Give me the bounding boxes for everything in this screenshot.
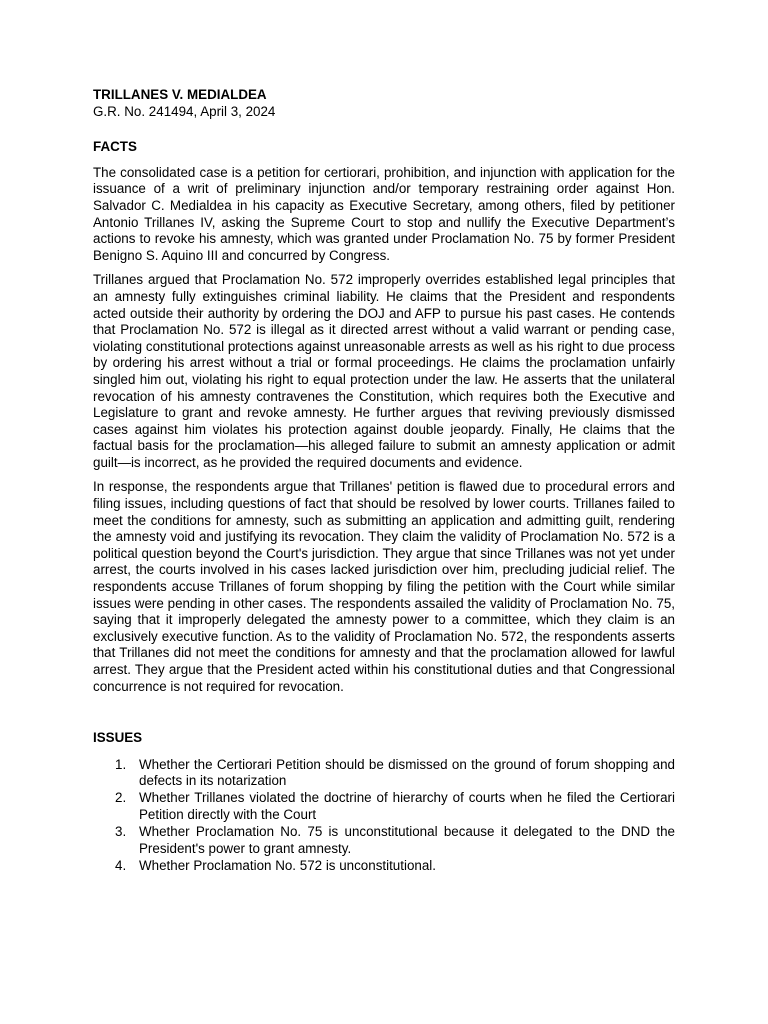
issue-number: 2. [115, 790, 127, 806]
facts-paragraph: The consolidated case is a petition for certiorari, prohibition, and injunction with application for the issuance of a writ of preliminary injunction and/or temporary restraining order against Hon. Salvador C. Medialdea in his capacity as Executive Secretary, among others, filed by petitioner Antonio Trillanes IV, asking the Supreme Court to stop and nullify the Executive Department’s actions to revoke his amnesty, which was granted under Proclamation No. 75 by former President Benigno S. Aquino III and concurred by Congress. [93, 164, 675, 263]
case-title: TRILLANES V. MEDIALDEA [93, 87, 267, 102]
facts-paragraph: In response, the respondents argue that Trillanes' petition is flawed due to procedural errors and filing issues, including questions of fact that should be resolved by lower courts. Trillanes failed to meet the conditions for amnesty, such as submitting an application and admitting guilt, rendering the amnesty void and justifying its revocation. They claim the validity of Proclamation No. 572 is a political question beyond the Court's jurisdiction. They argue that since Trillanes was not yet under arrest, the courts involved in his cases lacked jurisdiction over him, precluding judicial relief. The respondents accuse Trillanes of forum shopping by filing the petition with the Court while similar issues were pending in other cases. The respondents assailed the validity of Proclamation No. 75, saying that it improperly delegated the amnesty power to a committee, which they claim is an exclusively executive function. As to the validity of Proclamation No. 572, the respondents asserts that Trillanes did not meet the conditions for amnesty and that the proclamation allowed for lawful arrest. They argue that the President acted within his constitutional duties and that Congressional concurrence is not required for revocation. [93, 479, 675, 694]
document-page [93, 87, 675, 875]
issues-heading: ISSUES [93, 730, 143, 746]
case-citation: G.R. No. 241494, April 3, 2024 [93, 103, 276, 119]
issue-number: 1. [115, 756, 127, 772]
facts-paragraph: Trillanes argued that Proclamation No. 572 improperly overrides established legal principles that an amnesty fully extinguishes criminal liability. He claims that the President and respondents acted outside their authority by ordering the DOJ and AFP to pursue his past cases. He contends that Proclamation No. 572 is illegal as it directed arrest without a valid warrant or pending case, violating constitutional protections against unreasonable arrests as well as his right to due process by ordering his arrest without a trial or formal proceedings. He claims the proclamation unfairly singled him out, violating his right to equal protection under the law. He asserts that the unilateral revocation of his amnesty contravenes the Constitution, which requires both the Executive and Legislature to grant and revoke amnesty. He further argues that reviving previously dismissed cases against him violates his protection against double jeopardy. Finally, He claims that the factual basis for the proclamation—his alleged failure to submit an amnesty application or admit guilt—is incorrect, as he provided the required documents and evidence. [93, 272, 675, 470]
issue-text: Whether Proclamation No. 75 is unconstitutional because it delegated to the DND the President's power to grant amnesty. [139, 824, 675, 856]
issues-list [93, 757, 675, 875]
issue-text: Whether the Certiorari Petition should be dismissed on the ground of forum shopping and defects in its notarization [139, 756, 675, 789]
list-item [93, 858, 675, 875]
list-item [93, 824, 675, 857]
facts-heading: FACTS [93, 139, 137, 155]
issue-number: 3. [115, 824, 127, 840]
issue-text: Whether Proclamation No. 572 is unconstitutional. [139, 857, 436, 873]
list-item [93, 790, 675, 823]
issue-number: 4. [115, 857, 127, 873]
issue-text: Whether Trillanes violated the doctrine of hierarchy of courts when he filed the Certiorari Petition directly with the Court [139, 790, 675, 823]
list-item [93, 757, 675, 790]
